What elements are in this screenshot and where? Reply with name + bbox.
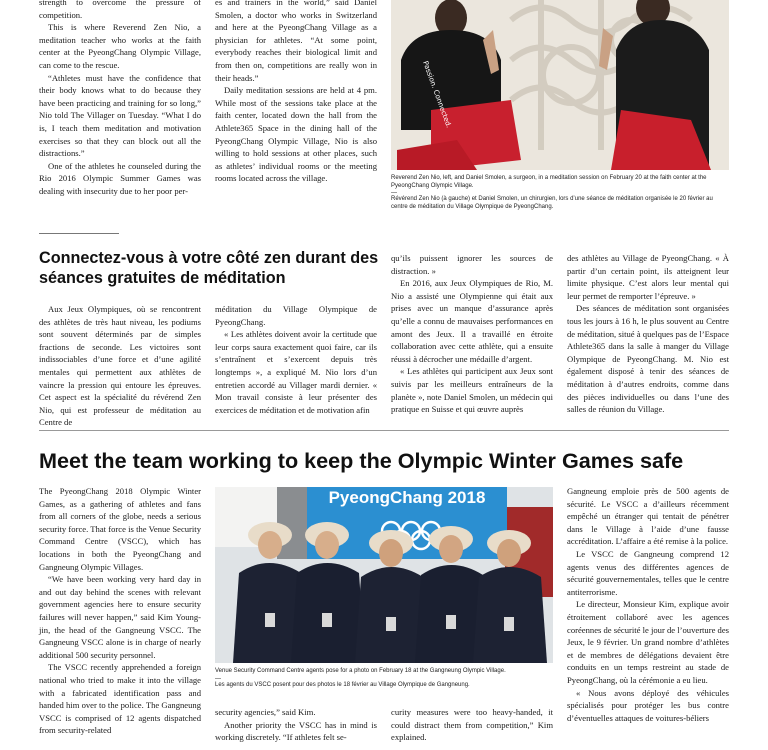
paragraph: curity measures were too heavy-handed, it could distract them from competition,” Kim explained. [391, 707, 553, 743]
paragraph: qu’ils puissent ignorer les sources de distraction. » [391, 253, 553, 276]
paragraph: Gangneung emploie près de 500 agents de sécurité. Le VSCC a d’ailleurs récemment empêché un étranger qui tentait de pénétrer dans le Village à l’aide d’une fausse accréditation. L’affaire a été remise à la police. [567, 486, 729, 547]
security-article-col1 [39, 485, 201, 737]
security-photo-caption [215, 668, 555, 689]
photo-sign-text: PyeongChang 2018 [328, 488, 486, 507]
paragraph: Another priority the VSCC has in mind is working discretely. “If athletes felt se- [215, 719, 377, 743]
french-article-col1 [39, 303, 201, 429]
paragraph: En 2016, aux Jeux Olympiques de Rio, M. Nio a assisté une Olympienne qui était aux prises avec un manque d’assurance après qu’elle a connu de mauvaises performances en amont des Jeux. Il a travaillé en étroite collaboration avec cette athlète, qui a ensuite réussi à décrocher une médaille d’argent. [391, 278, 553, 364]
paragraph: One of the athletes he counseled during the Rio 2016 Olympic Summer Games was dealing with insecurity due to her poor per- [39, 160, 201, 196]
section-divider-short [39, 233, 119, 234]
paragraph: Aux Jeux Olympiques, où se rencontrent des athlètes de très haut niveau, les podiums sont souvent déterminés par de simples fractions de seconde. Les victoires sont indissociables d’une force et d’une agilité mentales qui permettent aux athlètes de vaincre la pression qui entoure les épreuves. Cet aspect est la spécialité du révérend Zen Nio, qui est professeur de méditation au Centre de [39, 304, 201, 428]
security-team-photo-illustration [215, 487, 553, 663]
caption-english: Reverend Zen Nio, left, and Daniel Smolen, a surgeon, in a meditation session on February 20 at the faith center at the PyeongChang Olympic Village. [391, 175, 707, 189]
paragraph: strength to overcome the pressure of competition. [39, 0, 201, 20]
paragraph: This is where Reverend Zen Nio, a meditation teacher who works at the faith center at the PyeongChang Olympic Village, can come to the rescue. [39, 22, 201, 70]
paragraph: Le directeur, Monsieur Kim, explique avoir étroitement collaboré avec les agences coréennes de sécurité le jour de l’ouverture des Jeux, le 9 février. Un grand nombre d’athlètes et de membres de délégations devaient être conduits en un temps restreint au stade de PyeongChang, où la cérémonie a eu lieu. [567, 599, 730, 685]
paragraph: Le VSCC de Gangneung comprend 12 agents venus des différentes agences de sécurité gouvernementales, telles que le centre antiterrorisme. [567, 548, 729, 597]
paragraph: “Athletes must have the confidence that their body knows what to do because they have been practicing and training for so long,” Nio told The Villager on Tuesday. “What I do is, I teach them meditation and motivation exercises so that they can block out all the distractions.” [39, 72, 201, 159]
caption-english: Venue Security Command Centre agents pose for a photo on February 18 at the Gangneung Olympic Village. [215, 668, 506, 674]
paragraph: “We have been working very hard day in and out day behind the scenes with relevant government agencies here to ensure security failures will never happen,” said Kim Young-jin, the head of the Gangneung VSCC. The Gangneung VSCC alone is in charge of nearly additional 500 security personnel. [39, 574, 201, 660]
french-article-col2 [215, 303, 377, 416]
paragraph: Des séances de méditation sont organisées tous les jours à 16 h, le plus souvent au Centre de méditation, situé à quelques pas de l’Espace Athlete365 dans la salle à manger du Village Olympique de PyeongChang. M. Nio est également disposé à tenir des séances de méditation à d’autres endroits, comme dans des pièces individuelles ou dans l’une des salles de réunion du Village. [567, 303, 729, 415]
security-headline: Meet the team working to keep the Olympic Winter Games safe [39, 448, 684, 473]
paragraph: The VSCC recently apprehended a foreign national who tried to make it into the village with a fabricated identification pass and handed him over to the police. The Gangneung VSCC is comprised of 12 agents dispatched from security-related [39, 662, 201, 736]
paragraph: The PyeongChang 2018 Olympic Winter Games, as a gathering of athletes and fans from all corners of the globe, needs a serious security force. That force is the Venue Security Command Centre (VSCC), which has locations in both the PyeongChang and Gangneung Olympic Villages. [39, 486, 201, 572]
caption-separator: — [215, 675, 221, 682]
meditation-photo [391, 0, 729, 170]
paragraph: es and trainers in the world,” said Daniel Smolen, a doctor who works in Switzerland and here at the PyeongChang Village as a physician for athletes. “At some point, everybody reaches their biological limit and from then on, competitions are really won in their heads.” [215, 0, 377, 83]
paragraph: « Les athlètes qui participent aux Jeux sont suivis par les meilleurs entraîneurs de la planète », note Daniel Smolen, un médecin qui pratique en Suisse et qui œuvre auprès [391, 366, 553, 415]
security-team-photo [215, 487, 553, 663]
security-article-col4 [567, 485, 729, 724]
paragraph: « Les athlètes doivent avoir la certitude que leur corps saura exactement quoi faire, car ils s’entraînent et s’exercent depuis très longtemps », a expliqué M. Nio lors d’un entretien accordé au Villager mardi dernier. « Mon travail consiste à leur présenter des exercices de méditation et de motivation afin [215, 329, 377, 415]
jacket-text: Passion. Connected. [421, 59, 453, 129]
french-article-col4 [567, 252, 729, 416]
security-article-col3 [391, 706, 553, 744]
caption-separator: — [391, 190, 397, 197]
french-headline: Connectez-vous à votre côté zen durant des séances gratuites de méditation [39, 249, 379, 287]
french-article-col3 [391, 252, 553, 416]
paragraph: des athlètes au Village de PyeongChang. « À partir d’un certain point, ils atteignent leur limite physique. C’est alors leur mental qui leur permet de remporter l’épreuve. » [567, 253, 729, 301]
paragraph: security agencies,” said Kim. [215, 707, 316, 717]
caption-french: Révérend Zen Nio (à gauche) et Daniel Smolen, un chirurgien, lors d’une séance de méditation organisée le 20 février au centre de méditation du Village Olympique de PyeongChang. [391, 196, 713, 210]
meditation-photo-illustration [391, 0, 729, 170]
paragraph: méditation du Village Olympique de PyeongChang. [215, 304, 377, 327]
top-article-col1 [39, 0, 201, 198]
paragraph: « Nous avons déployé des véhicules spécialisés pour protéger les bus contre d’éventuelles attaques de voitures-béliers [567, 687, 729, 723]
top-article-col2 [215, 0, 377, 185]
caption-french: Les agents du VSCC posent pour des photos le 18 février au Village Olympique de Gangneung. [215, 681, 470, 688]
paragraph: Daily meditation sessions are held at 4 pm. While most of the sessions take place at the faith center, located down the hall from the Athlete365 Space in the dining hall of the PyeongChang Olympic Village, Nio is also willing to hold sessions at other places, such as athletes’ individual rooms or the meeting rooms located across the village. [215, 85, 377, 184]
meditation-photo-caption [391, 175, 731, 211]
section-divider [39, 430, 729, 431]
security-article-col2 [215, 706, 377, 744]
